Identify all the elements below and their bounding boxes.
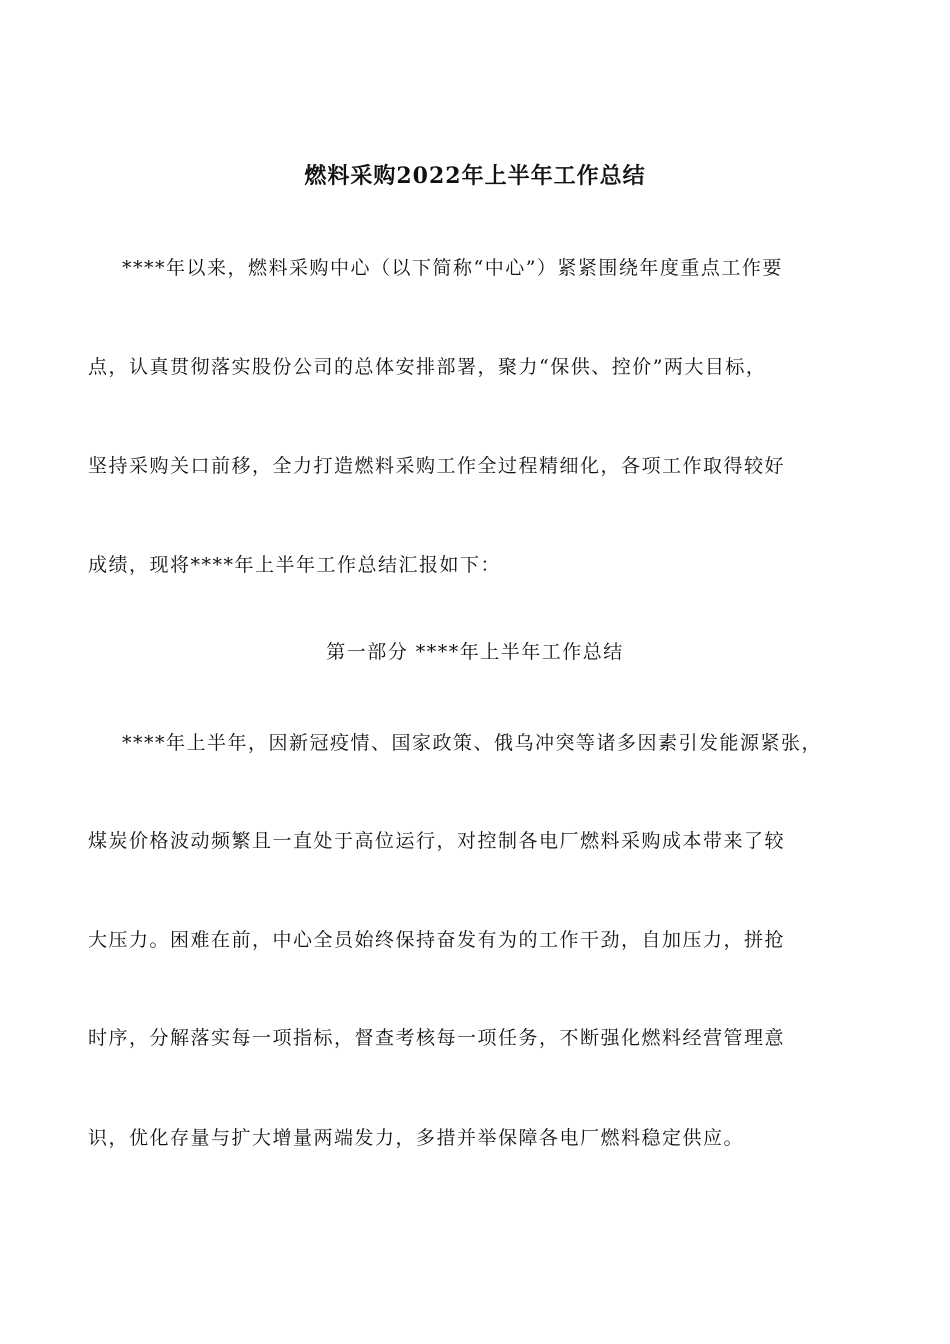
paragraph-2-line-5: 识，优化存量与扩大增量两端发力，多措并举保障各电厂燃料稳定供应。 xyxy=(88,1127,745,1149)
paragraph-2-line-4: 时序，分解落实每一项指标，督查考核每一项任务，不断强化燃料经营管理意 xyxy=(88,1027,786,1049)
paragraph-1-line-2: 点，认真贯彻落实股份公司的总体安排部署，聚力“保供、控价”两大目标， xyxy=(88,356,767,378)
paragraph-1-line-4: 成绩，现将****年上半年工作总结汇报如下： xyxy=(88,554,502,576)
paragraph-1-line-3: 坚持采购关口前移，全力打造燃料采购工作全过程精细化，各项工作取得较好 xyxy=(88,455,786,477)
section-heading: 第一部分 ****年上半年工作总结 xyxy=(326,641,624,663)
paragraph-2-line-2: 煤炭价格波动频繁且一直处于高位运行，对控制各电厂燃料采购成本带来了较 xyxy=(88,830,786,852)
paragraph-2-line-1: ****年上半年，因新冠疫情、国家政策、俄乌冲突等诸多因素引发能源紧张， xyxy=(122,732,823,754)
paragraph-1-line-1: ****年以来，燃料采购中心（以下简称“中心”）紧紧围绕年度重点工作要 xyxy=(122,257,783,279)
paragraph-2-line-3: 大压力。困难在前，中心全员始终保持奋发有为的工作干劲，自加压力，拼抢 xyxy=(88,929,786,951)
document-title: 燃料采购2022年上半年工作总结 xyxy=(304,163,646,189)
